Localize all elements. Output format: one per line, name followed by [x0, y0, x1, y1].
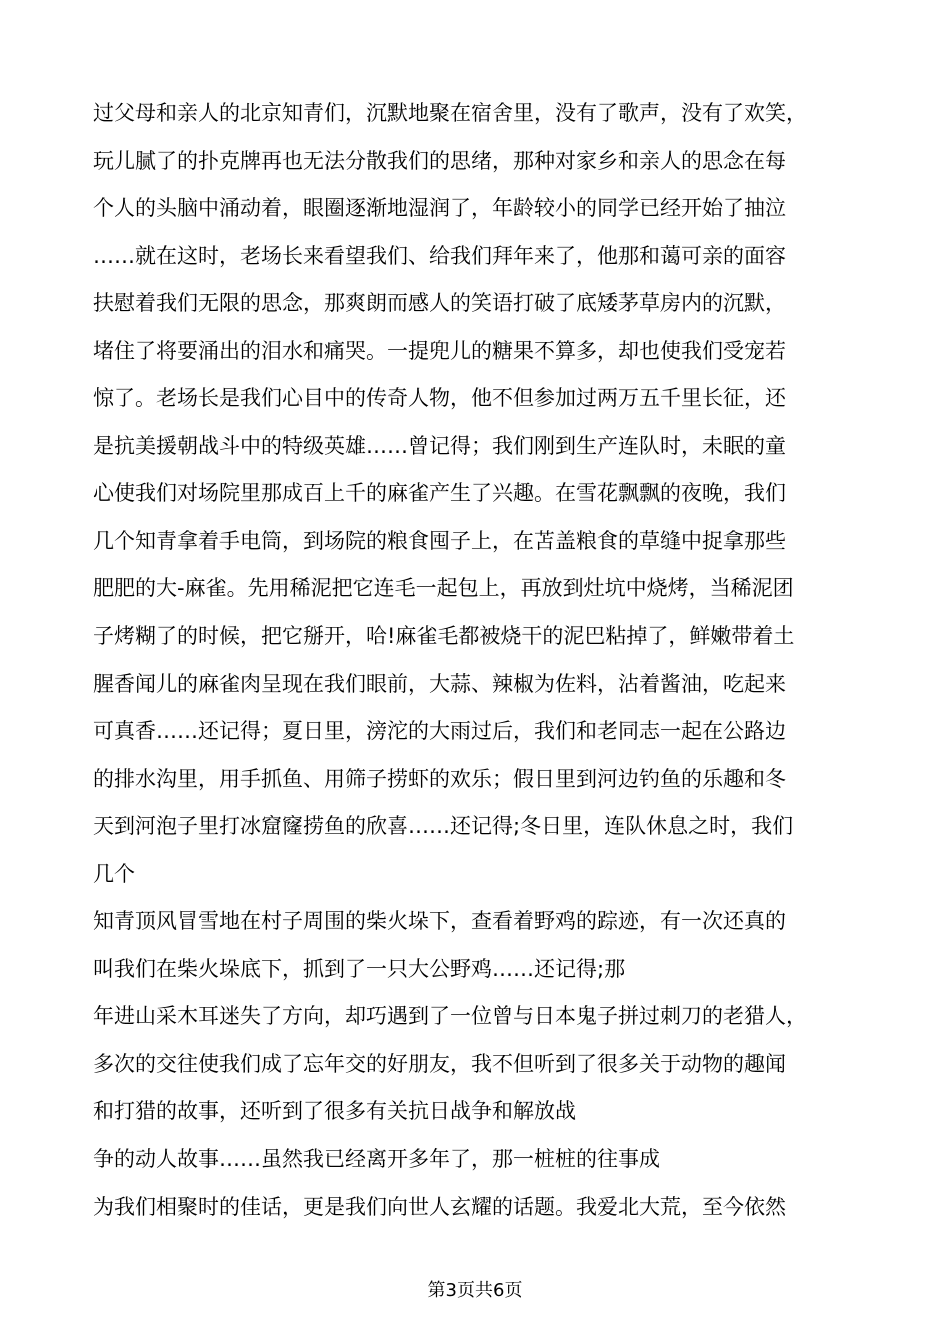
- text-line: 多次的交往使我们成了忘年交的好朋友，我不但听到了很多关于动物的趣闻: [93, 1051, 786, 1076]
- text-line: 天到河泡子里打冰窟窿捞鱼的欣喜……还记得;冬日里，连队休息之时，我们: [93, 814, 794, 839]
- text-line: 是抗美援朝战斗中的特级英雄……曾记得；我们刚到生产连队时，未眠的童: [93, 433, 786, 458]
- text-line: 玩儿腻了的扑克牌再也无法分散我们的思绪，那种对家乡和亲人的思念在每: [93, 148, 786, 173]
- text-line: ……就在这时，老场长来看望我们、给我们拜年来了，他那和蔼可亲的面容: [93, 243, 786, 268]
- text-line: 扶慰着我们无限的思念，那爽朗而感人的笑语打破了底矮茅草房内的沉默，: [93, 291, 786, 316]
- text-line: 个人的头脑中涌动着，眼圈逐渐地湿润了，年龄较小的同学已经开始了抽泣: [93, 196, 786, 221]
- text-line: 年进山采木耳迷失了方向，却巧遇到了一位曾与日本鬼子拼过刺刀的老猎人，: [93, 1004, 807, 1029]
- text-line: 几个: [93, 861, 135, 886]
- text-line: 心使我们对场院里那成百上千的麻雀产生了兴趣。在雪花飘飘的夜晚，我们: [93, 481, 786, 506]
- document-body: [93, 90, 863, 1231]
- text-line: 肥肥的大-麻雀。先用稀泥把它连毛一起包上，再放到灶坑中烧烤，当稀泥团: [93, 576, 794, 601]
- text-line: 和打猎的故事，还听到了很多有关抗日战争和解放战: [93, 1099, 576, 1124]
- text-line: 争的动人故事……虽然我已经离开多年了，那一桩桩的往事成: [93, 1147, 660, 1172]
- text-line: 的排水沟里，用手抓鱼、用筛子捞虾的欢乐；假日里到河边钓鱼的乐趣和冬: [93, 766, 786, 791]
- text-line: 叫我们在柴火垛底下，抓到了一只大公野鸡……还记得;那: [93, 956, 626, 981]
- text-line: 堵住了将要涌出的泪水和痛哭。一提兜儿的糖果不算多，却也使我们受宠若: [93, 338, 786, 363]
- page-number: 第3页共6页: [427, 1280, 523, 1301]
- text-line: 可真香……还记得；夏日里，滂沱的大雨过后，我们和老同志一起在公路边: [93, 719, 786, 744]
- text-line: 惊了。老场长是我们心目中的传奇人物，他不但参加过两万五千里长征，还: [93, 386, 786, 411]
- text-line: 过父母和亲人的北京知青们，沉默地聚在宿舍里，没有了歌声，没有了欢笑，: [93, 101, 807, 125]
- text-line: 为我们相聚时的佳话，更是我们向世人玄耀的话题。我爱北大荒，至今依然: [93, 1194, 786, 1219]
- text-line: 知青顶风冒雪地在村子周围的柴火垛下，查看着野鸡的踪迹，有一次还真的: [93, 909, 786, 934]
- text-line: 几个知青拿着手电筒，到场院的粮食囤子上，在苫盖粮食的草缝中捉拿那些: [93, 528, 786, 553]
- text-line: 子烤糊了的时候，把它掰开，哈!麻雀毛都被烧干的泥巴粘掉了，鲜嫩带着土: [93, 624, 795, 649]
- text-line: 腥香闻儿的麻雀肉呈现在我们眼前，大蒜、辣椒为佐料，沾着酱油，吃起来: [93, 671, 786, 696]
